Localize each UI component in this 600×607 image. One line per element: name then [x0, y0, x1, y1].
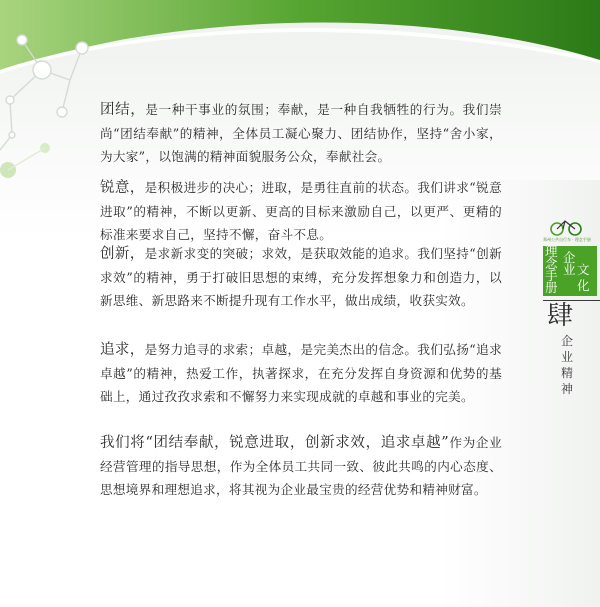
paragraph-excellence	[100, 338, 502, 408]
paragraph-body: 是一种干事业的氛围；奉献，是一种自我牺牲的行为。我们崇尚“团结奉献”的精神，全体员工凝心聚力、团结协作，坚持“舍小家，为大家”，以饱满的精神面貌服务公众，奉献社会。	[100, 102, 502, 164]
paragraph-unity	[100, 98, 502, 168]
paragraph-body: 是积极进步的决心；进取，是勇往直前的状态。我们讲求“锐意进取”的精神，不断以更新、更高的目标来激励自己，以更严、更精的标准来要求自己，坚持不懈，奋斗不息。	[100, 180, 502, 242]
box-char: 企	[563, 250, 576, 265]
box-char: 手	[545, 268, 558, 283]
chapter-title-char: 企	[560, 334, 573, 348]
paragraph-body: 是努力追寻的求索；卓越，是完美杰出的信念。我们弘扬“追求卓越”的精神，热爱工作，执著探求，在充分发挥自身资源和优势的基础上，通过孜孜求索和不懈努力来实现成就的卓越和事业的完美。	[100, 342, 502, 404]
chapter-title-char: 神	[560, 382, 573, 396]
manual-title-box	[543, 246, 597, 296]
paragraph-body: 作为企业经营管理的指导思想，作为全体员工共同一致、彼此共鸣的内心态度、思想境界和理想追求，将其视为企业最宝贵的经营优势和精神财富。	[100, 435, 502, 497]
box-char: 业	[563, 262, 576, 277]
chapter-title	[557, 333, 577, 397]
chapter-number: 肆	[547, 301, 574, 331]
chapter-title-char: 业	[560, 350, 573, 364]
paragraph-lead: 追求，	[100, 342, 145, 358]
paragraph-body: 是求新求变的突破；求效，是获取效能的追求。我们坚持“创新求效”的精神，勇于打破旧思想的束缚，充分发挥想象力和创造力，以新思维、新思路来不断提升现有工作水平，做出成绩，收获实效。	[100, 246, 502, 308]
bicycle-logo-icon	[543, 217, 589, 239]
paragraph-lead: 锐意，	[100, 180, 145, 196]
paragraph-lead: 团结，	[100, 102, 146, 118]
box-char: 册	[545, 280, 558, 295]
paragraph-lead: 创新，	[100, 246, 145, 262]
box-char: 念	[545, 256, 558, 271]
paragraph-progress	[100, 176, 502, 246]
paragraph-summary	[100, 431, 502, 501]
paragraph-lead: 我们将“团结奉献，锐意进取，创新求效，追求卓越”	[100, 435, 450, 451]
paragraph-innovation	[100, 242, 502, 312]
box-char: 文	[577, 262, 590, 277]
chapter-title-char: 精	[560, 366, 573, 380]
box-char: 理	[545, 244, 558, 259]
logo-caption: 郑州公共自行车 · 理念手册	[543, 237, 591, 242]
box-char: 化	[577, 278, 590, 293]
